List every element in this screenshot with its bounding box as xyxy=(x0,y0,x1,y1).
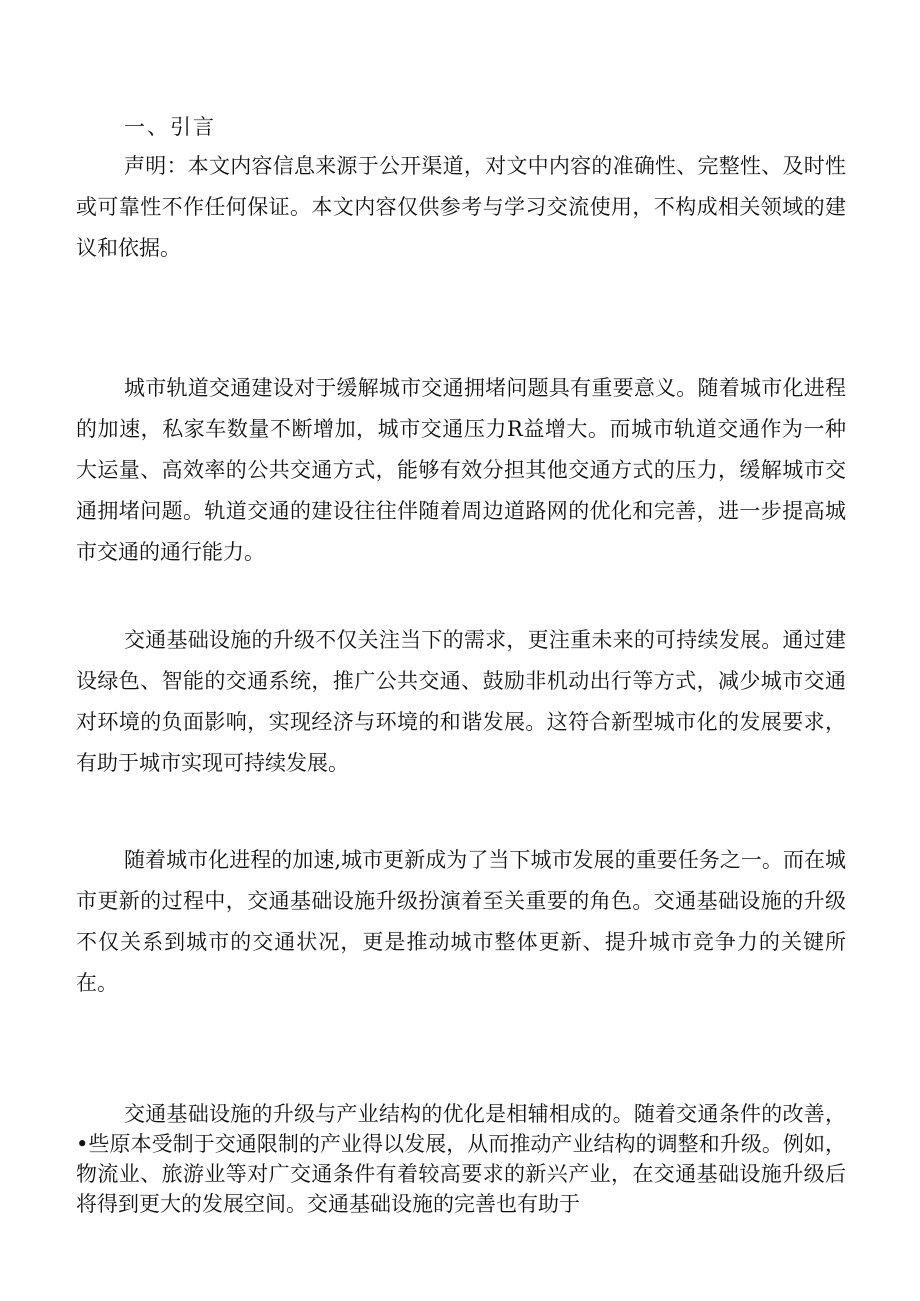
body-paragraph-industrial-structure: 交通基础设施的升级与产业结构的优化是相辅相成的。随着交通条件的改善，•些原本受制于交通限制的产业得以发展，从而推动产业结构的调整和升级。例如，物流业、旅游业等对广交通条件有着较高要求的新兴产业，在交通基础设施升级后将得到更大的发展空间。交通基础设施的完善也有助于 xyxy=(76,1102,846,1216)
body-paragraph-urban-renewal: 随着城市化进程的加速,城市更新成为了当下城市发展的重要任务之一。而在城市更新的过程中，交通基础设施升级扮演着至关重要的角色。交通基础设施的升级不仅关系到城市的交通状况，更是推动城市整体更新、提升城市竞争力的关键所在。 xyxy=(76,848,846,995)
disclaimer-paragraph: 声明：本文内容信息来源于公开渠道，对文中内容的准确性、完整性、及时性或可靠性不作任何保证。本文内容仅供参考与学习交流使用，不构成相关领域的建议和依据。 xyxy=(76,154,846,260)
body-paragraph-sustainability: 交通基础设施的升级不仅关注当下的需求，更注重未来的可持续发展。通过建设绿色、智能的交通系统，推广公共交通、鼓励非机动出行等方式，减少城市交通对环境的负面影响，实现经济与环境的和谐发展。这符合新型城市化的发展要求，有助于城市实现可持续发展。 xyxy=(76,628,846,775)
section-heading: 一、引言 xyxy=(124,115,216,139)
body-paragraph-rail-transit: 城市轨道交通建设对于缓解城市交通拥堵问题具有重要意义。随着城市化进程的加速，私家车数量不断增加，城市交通压力R益增大。而城市轨道交通作为一种大运量、高效率的公共交通方式，能够有效分担其他交通方式的压力，缓解城市交通拥堵问题。轨道交通的建设往往伴随着周边道路网的优化和完善，进一步提高城市交通的通行能力。 xyxy=(76,376,846,564)
